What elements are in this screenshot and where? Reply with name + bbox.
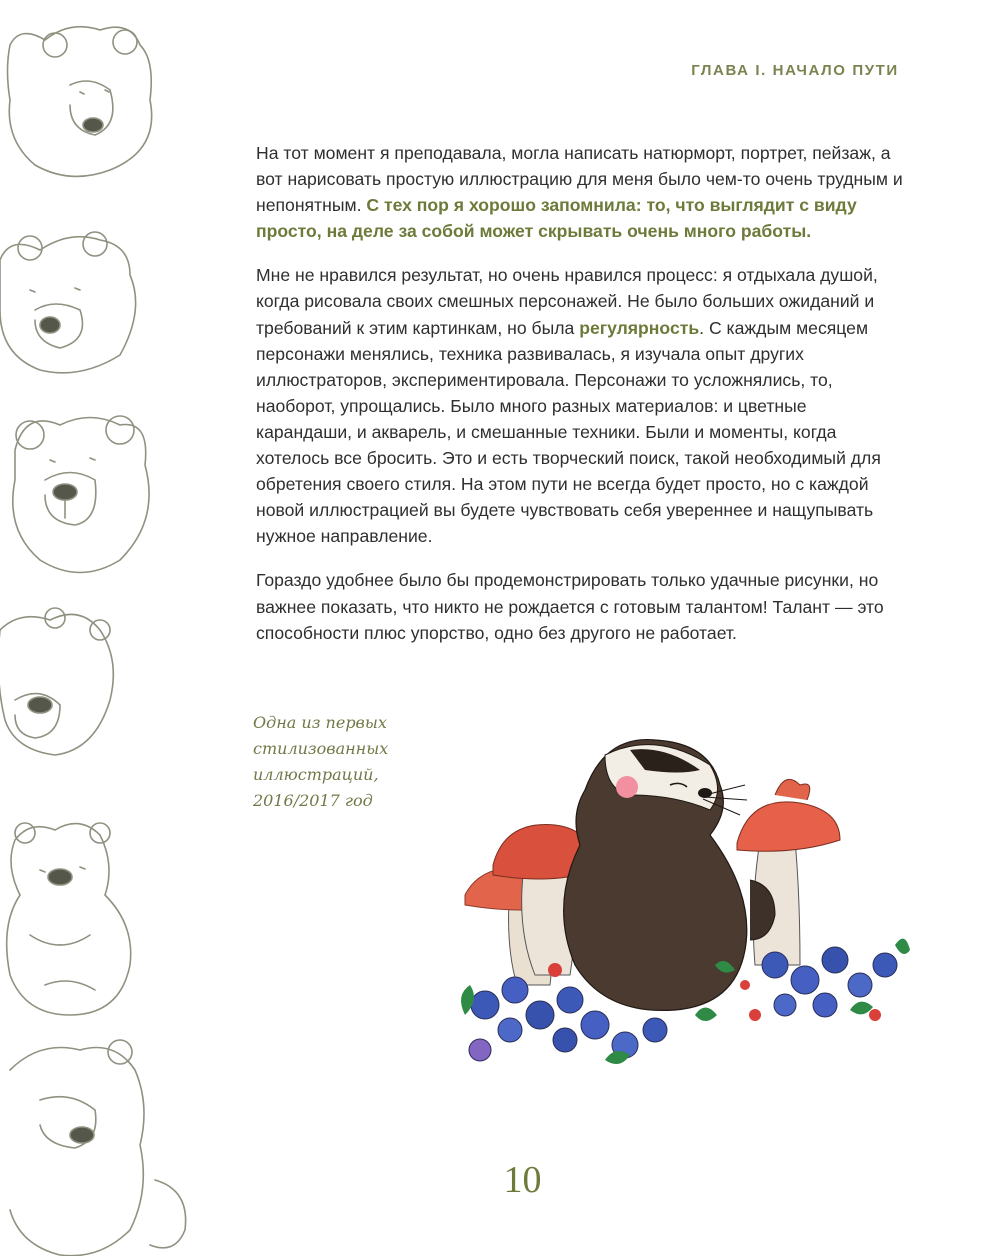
badger-illustration [455, 715, 910, 1090]
bear-sketch-5 [7, 823, 131, 1015]
page-number: 10 [503, 1159, 542, 1201]
bear-sketch-3 [13, 416, 149, 573]
caption-line-3: иллюстраций, [253, 765, 379, 784]
paragraph-2-text-after: . С каждым месяцем персонажи менялись, техника развивалась, я изучала опыт других иллюстраторов, экспериментировала. Персонажи то усложнялись, то, наоборот, упрощались. Было много разных материалов: и цветные карандаши, и акварель, и смешанные техники. Были и моменты, когда хотелось все бросить. Это и есть творческий поиск, такой необходимый для обретения своего стиля. На этом пути не всегда будет просто, но с каждой новой иллюстрацией вы будете чувствовать себя увереннее и нащупывать нужное направление. [256, 317, 881, 547]
paragraph-3: Гораздо удобнее было бы продемонстрировать только удачные рисунки, но важнее показать, что никто не рождается с готовым талантом! Талант — это способности плюс упорство, одно без другого не работает. [256, 570, 884, 643]
chapter-header: ГЛАВА I. НАЧАЛО ПУТИ [691, 62, 899, 79]
bear-sketch-2 [0, 232, 136, 373]
paragraph-1-text: На тот момент я преподавала, могла написать натюрморт, портрет, пейзаж, а вот нарисовать простую иллюстрацию для меня было чем-то очень трудным и непонятным. [256, 143, 903, 216]
caption-line-1: Одна из первых [253, 713, 387, 732]
main-text [256, 140, 904, 664]
badger [564, 740, 775, 1011]
paragraph-2-highlight: регулярность [579, 317, 700, 338]
caption-line-2: стилизованных [253, 739, 389, 758]
bear-sketch-6 [10, 1040, 186, 1256]
caption-line-4: 2016/2017 год [253, 791, 373, 810]
bear-sketch-4 [0, 608, 113, 755]
paragraph-1 [256, 140, 904, 244]
bear-sketch-1 [8, 27, 152, 177]
paragraph-2 [256, 262, 904, 549]
paragraph-2-text: Мне не нравился результат, но очень нравился процесс: я отдыхала душой, когда рисовала своих смешных персонажей. Не было больших ожиданий и требований к этим картинкам, но была [256, 265, 878, 338]
paragraph-1-highlight: С тех пор я хорошо запомнила: то, что выглядит с виду просто, на деле за собой может скрывать очень много работы. [256, 195, 857, 242]
illustration-caption [253, 710, 413, 814]
bear-sketches-strip [0, 0, 215, 1256]
